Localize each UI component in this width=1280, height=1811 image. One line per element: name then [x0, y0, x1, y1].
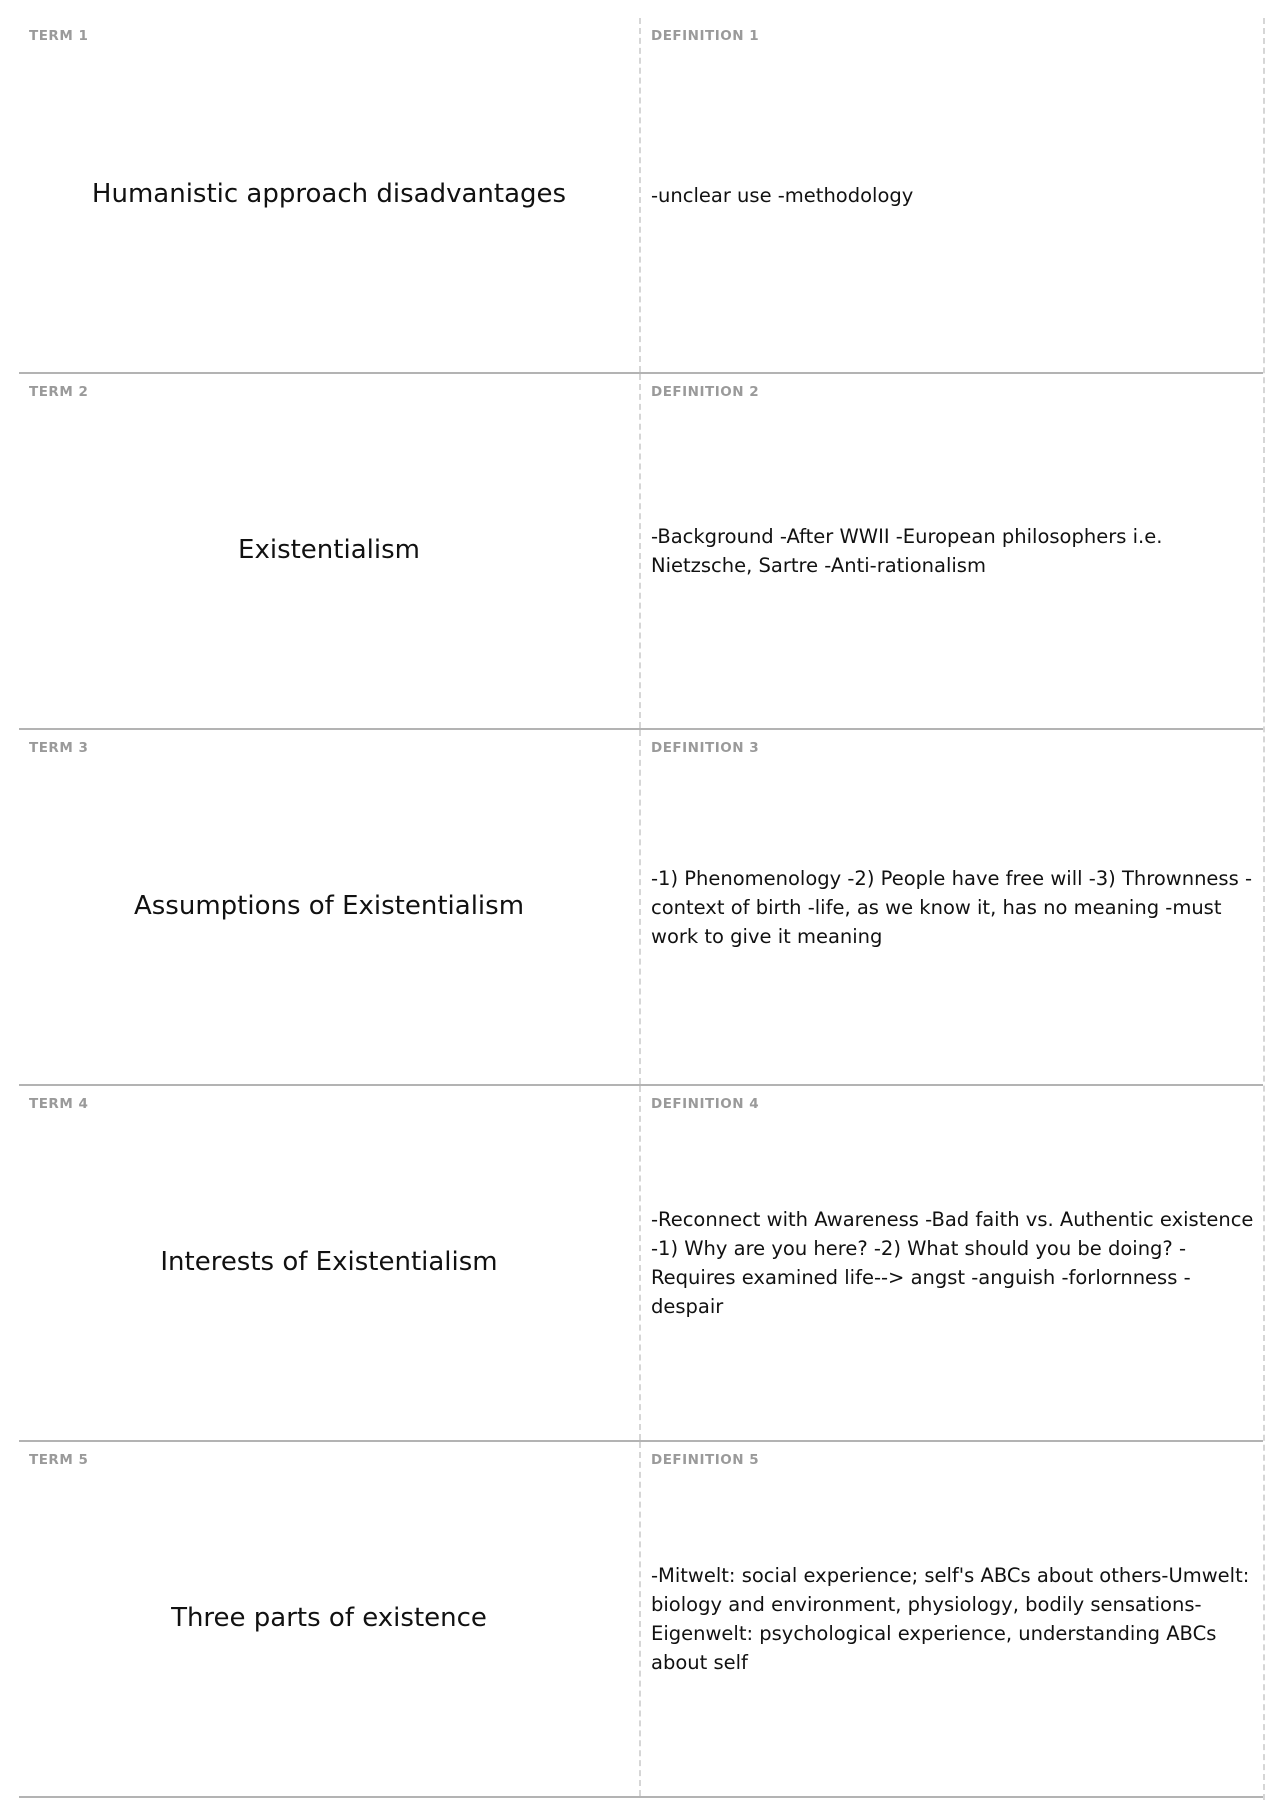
definition-cell-3	[641, 730, 1263, 1084]
term-text-5: Three parts of existence	[171, 1603, 487, 1634]
term-label-3: TERM 3	[29, 740, 89, 756]
term-label-1: TERM 1	[29, 28, 89, 44]
term-cell-3	[19, 730, 641, 1084]
definition-cell-5	[641, 1442, 1263, 1796]
term-cell-4	[19, 1086, 641, 1440]
term-cell-2	[19, 374, 641, 728]
definition-label-5: DEFINITION 5	[651, 1452, 760, 1468]
term-label-4: TERM 4	[29, 1096, 89, 1112]
term-label-5: TERM 5	[29, 1452, 89, 1468]
flashcard-row-2	[19, 374, 1263, 730]
term-label-2: TERM 2	[29, 384, 89, 400]
definition-cell-4	[641, 1086, 1263, 1440]
definition-label-4: DEFINITION 4	[651, 1096, 760, 1112]
term-cell-5	[19, 1442, 641, 1796]
flashcard-row-3	[19, 730, 1263, 1086]
definition-cell-1	[641, 18, 1263, 372]
definition-text-3: -1) Phenomenology -2) People have free will -3) Thrownness -context of birth -life, as we know it, has no meaning -must work to give it meaning	[651, 866, 1252, 948]
definition-text-1: -unclear use -methodology	[651, 183, 914, 207]
definition-text-4: -Reconnect with Awareness -Bad faith vs. Authentic existence -1) Why are you here? -2) What should you be doing? -Requires examined life--> angst -anguish -forlornness -despair	[651, 1208, 1254, 1318]
definition-label-1: DEFINITION 1	[651, 28, 760, 44]
definition-label-3: DEFINITION 3	[651, 740, 760, 756]
flashcard-row-1	[19, 18, 1263, 374]
definition-text-5: -Mitwelt: social experience; self's ABCs about others-Umwelt: biology and environment, physiology, bodily sensations-Eigenwelt: psychological experience, understanding ABCs about self	[651, 1564, 1250, 1674]
definition-cell-2	[641, 374, 1263, 728]
term-text-2: Existentialism	[238, 535, 420, 566]
flashcard-row-4	[19, 1086, 1263, 1442]
term-text-3: Assumptions of Existentialism	[133, 891, 525, 922]
term-cell-1	[19, 18, 641, 372]
term-text-1: Humanistic approach disadvantages	[91, 179, 567, 210]
flashcard-row-5	[19, 1442, 1263, 1798]
definition-label-2: DEFINITION 2	[651, 384, 760, 400]
definition-text-2: -Background -After WWII -European philosophers i.e. Nietzsche, Sartre -Anti-rationalism	[651, 525, 1163, 577]
term-text-4: Interests of Existentialism	[160, 1247, 498, 1278]
flashcard-sheet	[19, 18, 1265, 1800]
